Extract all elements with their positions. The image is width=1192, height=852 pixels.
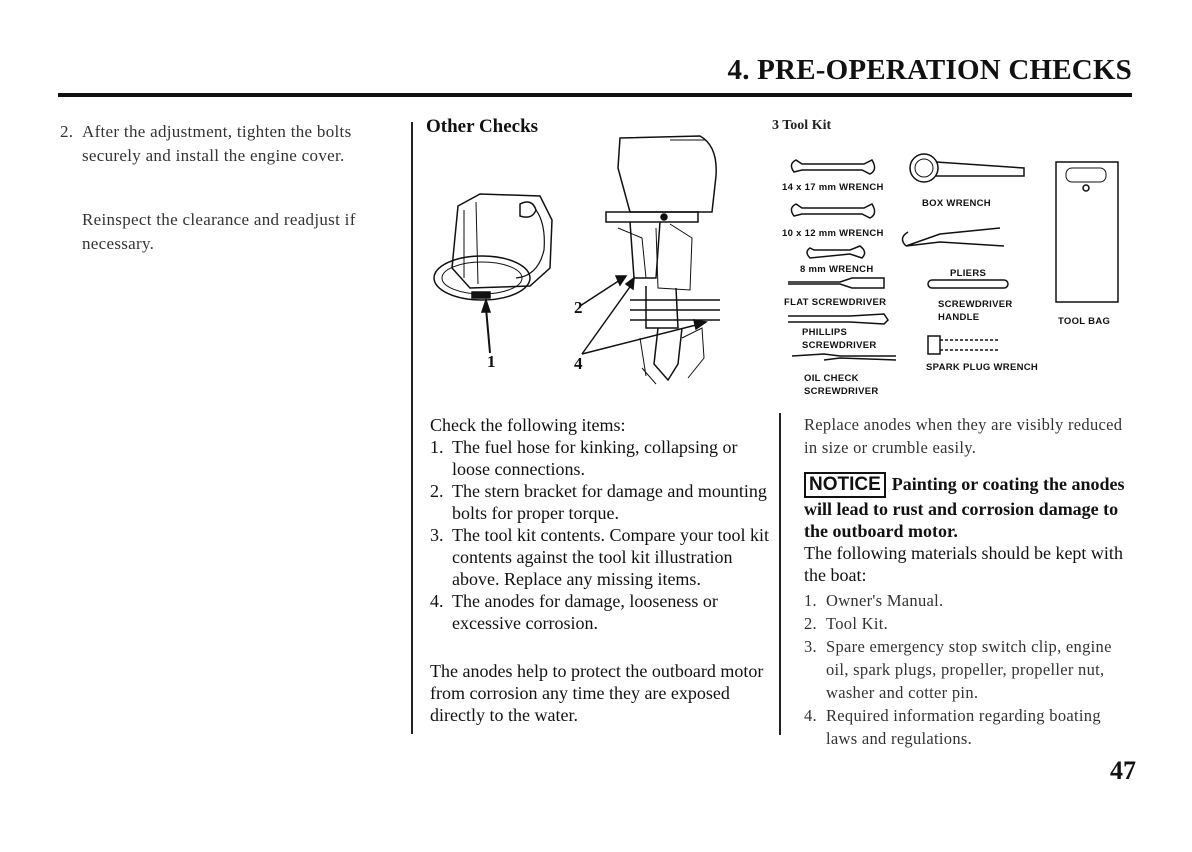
pliers-icon — [906, 228, 1004, 246]
anodes-paragraph: The anodes help to protect the outboard motor from corrosion any time they are exposed directly to the water. — [430, 661, 764, 725]
materials-list — [804, 589, 1124, 750]
list-item — [430, 480, 770, 524]
other-checks-heading: Other Checks — [426, 116, 539, 137]
label-screwdriver-handle-1: SCREWDRIVER — [938, 299, 1013, 310]
label-flat-screwdriver: FLAT SCREWDRIVER — [784, 297, 887, 308]
list-num: 1. — [430, 437, 444, 457]
list-item — [430, 524, 770, 590]
list-text: The tool kit contents. Compare your tool kit contents against the tool kit illustration above. Replace any missing items. — [452, 525, 769, 589]
label-pliers: PLIERS — [950, 268, 987, 279]
label-wrench-8mm: 8 mm WRENCH — [800, 264, 874, 275]
list-num: 2. — [804, 614, 817, 633]
label-box-wrench: BOX WRENCH — [922, 198, 991, 209]
callout-2: 2 — [574, 298, 583, 317]
screwdriver-handle-icon — [928, 280, 1008, 288]
column-divider-left — [411, 122, 413, 734]
wrench-10x12-icon — [791, 204, 874, 218]
list-num: 1. — [804, 591, 817, 610]
list-item — [804, 589, 1124, 612]
list-item — [804, 704, 1124, 750]
check-items — [430, 414, 770, 726]
list-item — [804, 612, 1124, 635]
list-num: 2. — [430, 481, 444, 501]
list-text: Required information regarding boating laws and regulations. — [826, 706, 1101, 748]
flat-screwdriver-icon — [788, 278, 884, 288]
wrench-8mm-icon — [807, 246, 865, 258]
column-divider-right — [779, 413, 781, 735]
page-number: 47 — [1110, 756, 1136, 785]
label-oil-check-2: SCREWDRIVER — [804, 386, 879, 397]
list-text: The fuel hose for kinking, collapsing or loose connections. — [452, 437, 738, 479]
callout-4: 4 — [574, 354, 583, 373]
notice-block — [804, 472, 1134, 586]
list-text: Tool Kit. — [826, 614, 889, 633]
step-text: After the adjustment, tighten the bolts securely and install the engine cover. — [82, 122, 352, 165]
step-2 — [60, 120, 395, 168]
list-num: 3. — [430, 525, 444, 545]
oil-check-screwdriver-icon — [792, 354, 896, 360]
tool-bag-icon — [1056, 162, 1118, 302]
list-num: 3. — [804, 637, 817, 656]
page-title: 4. PRE-OPERATION CHECKS — [727, 54, 1132, 86]
list-item — [430, 590, 770, 634]
materials-intro: The following materials should be kept with the boat: — [804, 543, 1123, 585]
anodes-replace-note: Replace anodes when they are visibly reduced in size or crumble easily. — [804, 415, 1123, 457]
phillips-screwdriver-icon — [788, 314, 888, 324]
fuel-tank — [452, 194, 552, 288]
label-screwdriver-handle-2: HANDLE — [938, 312, 980, 323]
tool-kit-heading: 3 Tool Kit — [772, 118, 832, 133]
label-oil-check-1: OIL CHECK — [804, 373, 859, 384]
list-num: 4. — [430, 591, 444, 611]
step-number: 2. — [60, 122, 74, 141]
check-intro: Check the following items: — [430, 415, 626, 435]
box-wrench-icon — [910, 154, 938, 182]
check-list — [430, 436, 770, 634]
spark-plug-wrench-icon — [928, 336, 940, 354]
wrench-14x17-icon — [791, 160, 874, 174]
notice-first-line: Painting or coating the — [891, 474, 1067, 494]
notice-message — [804, 472, 1134, 542]
notice-rest: anodes will lead to rust and corrosion damage to the outboard motor. — [804, 474, 1125, 541]
label-wrench-10x12: 10 x 12 mm WRENCH — [782, 228, 884, 239]
label-wrench-14x17: 14 x 17 mm WRENCH — [782, 182, 884, 193]
reinspect-note: Reinspect the clearance and readjust if necessary. — [82, 210, 356, 253]
label-spark-plug-wrench: SPARK PLUG WRENCH — [926, 362, 1039, 373]
outboard-motor-illustration — [420, 128, 740, 388]
list-text: The stern bracket for damage and mounting bolts for proper torque. — [452, 481, 767, 523]
callout-1: 1 — [487, 352, 496, 371]
list-item — [804, 635, 1124, 704]
list-text: The anodes for damage, looseness or excessive corrosion. — [452, 591, 718, 633]
header-rule — [58, 93, 1132, 97]
label-phillips-2: SCREWDRIVER — [802, 340, 877, 351]
label-tool-bag: TOOL BAG — [1058, 316, 1111, 327]
label-phillips-1: PHILLIPS — [802, 327, 848, 338]
list-item — [430, 436, 770, 480]
list-num: 4. — [804, 706, 817, 725]
notice-label: NOTICE — [804, 472, 886, 498]
list-text: Owner's Manual. — [826, 591, 944, 610]
list-text: Spare emergency stop switch clip, engine oil, spark plugs, propeller, propeller nut, washer and cotter pin. — [826, 637, 1112, 702]
